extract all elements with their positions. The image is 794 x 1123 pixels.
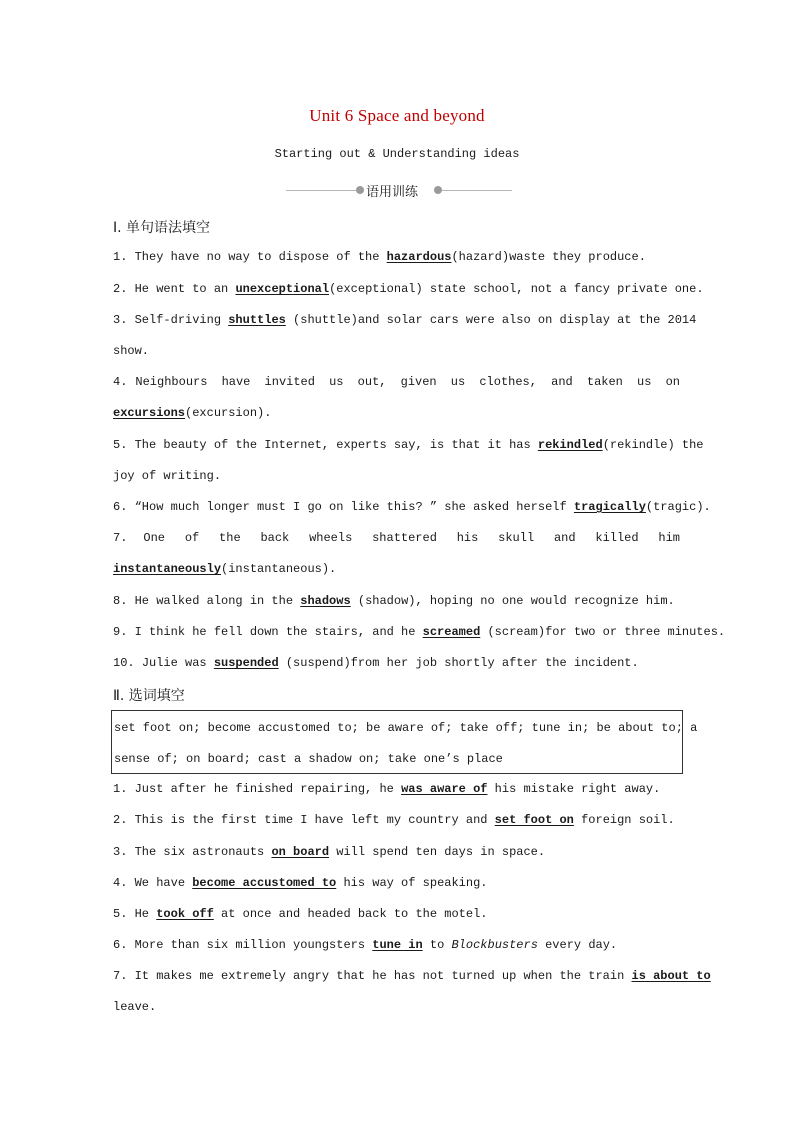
answer-text: tragically bbox=[573, 500, 646, 514]
item-number: 5. bbox=[113, 907, 128, 921]
answer-text: screamed bbox=[422, 625, 481, 639]
italic-title: Blockbusters bbox=[451, 938, 538, 952]
answer-text: on board bbox=[271, 845, 330, 859]
exercise-2-4 bbox=[113, 876, 487, 890]
exercise-1-6 bbox=[113, 500, 711, 514]
exercise-1-8 bbox=[113, 594, 675, 608]
word-bank-line-1: set foot on; become accustomed to; be aware of; take off; tune in; be about to; a bbox=[114, 721, 698, 735]
exercise-1-4-continued bbox=[113, 406, 271, 420]
item-number: 8. bbox=[113, 594, 128, 608]
answer-text: unexceptional bbox=[235, 282, 330, 296]
answer-text: tune in bbox=[372, 938, 423, 952]
item-text: I think he fell down the stairs, and he bbox=[134, 625, 423, 639]
item-number: 3. bbox=[113, 845, 128, 859]
item-text: Julie was bbox=[141, 656, 214, 670]
answer-text: suspended bbox=[213, 656, 279, 670]
banner-left-dot bbox=[356, 186, 364, 194]
item-text: Neighbours have invited us out, given us clothes, and taken us on bbox=[135, 375, 680, 389]
answer-text: rekindled bbox=[537, 438, 603, 452]
exercise-2-7 bbox=[113, 969, 711, 983]
item-text-tail: his mistake right away. bbox=[487, 782, 661, 796]
item-text: This is the first time I have left my country and bbox=[134, 813, 495, 827]
item-number: 1. bbox=[113, 782, 128, 796]
item-number: 5. bbox=[113, 438, 128, 452]
banner-label: 语用训练 bbox=[366, 185, 419, 200]
banner-left-rule bbox=[286, 190, 356, 191]
banner-right-rule bbox=[442, 190, 512, 191]
item-text: He went to an bbox=[134, 282, 236, 296]
exercise-1-7-continued bbox=[113, 562, 336, 576]
item-number: 7. bbox=[113, 969, 128, 983]
item-text: One of the back wheels shattered his skull and killed him bbox=[143, 531, 680, 545]
exercise-2-2 bbox=[113, 813, 675, 827]
answer-text: instantaneously bbox=[113, 562, 222, 576]
item-number: 4. bbox=[113, 375, 128, 389]
item-number: 2. bbox=[113, 813, 128, 827]
exercise-1-5 bbox=[113, 438, 704, 452]
item-text: Just after he finished repairing, he bbox=[134, 782, 402, 796]
item-text-tail: (hazard)waste they produce. bbox=[451, 250, 646, 264]
section-1-heading: Ⅰ. 单句语法填空 bbox=[113, 220, 211, 236]
exercise-2-6 bbox=[113, 938, 617, 952]
item-text-tail: (excursion). bbox=[185, 406, 272, 420]
item-text-tail: (suspend)from her job shortly after the incident. bbox=[278, 656, 639, 670]
exercise-1-1 bbox=[113, 250, 646, 264]
item-number: 7. bbox=[113, 531, 128, 545]
answer-text: hazardous bbox=[386, 250, 452, 264]
exercise-2-7-continued: leave. bbox=[113, 1000, 157, 1014]
item-text: More than six million youngsters bbox=[134, 938, 373, 952]
item-text: “How much longer must I go on like this? ” she asked herself bbox=[134, 500, 574, 514]
item-text: The beauty of the Internet, experts say, is that it has bbox=[134, 438, 538, 452]
item-text: He walked along in the bbox=[134, 594, 301, 608]
item-text: He bbox=[134, 907, 157, 921]
item-text: We have bbox=[134, 876, 193, 890]
item-text-tail: (shadow), hoping no one would recognize him. bbox=[350, 594, 675, 608]
page-title: Unit 6 Space and beyond bbox=[309, 106, 485, 125]
item-number: 1. bbox=[113, 250, 128, 264]
item-text-tail: (rekindle) the bbox=[602, 438, 704, 452]
section-2-heading: Ⅱ. 选词填空 bbox=[113, 688, 185, 704]
item-text: It makes me extremely angry that he has not turned up when the train bbox=[134, 969, 632, 983]
section-banner bbox=[286, 179, 512, 201]
item-text-tail: every day. bbox=[537, 938, 618, 952]
exercise-1-10 bbox=[113, 656, 639, 670]
answer-text: was aware of bbox=[401, 782, 488, 796]
item-text-tail: (tragic). bbox=[645, 500, 711, 514]
item-text: Self-driving bbox=[134, 313, 229, 327]
answer-text: become accustomed to bbox=[192, 876, 337, 890]
answer-text: excursions bbox=[113, 406, 186, 420]
exercise-1-4 bbox=[113, 375, 680, 389]
exercise-1-3 bbox=[113, 313, 696, 327]
exercise-1-5-continued: joy of writing. bbox=[113, 469, 222, 483]
answer-text: took off bbox=[156, 907, 214, 921]
exercise-1-3-continued: show. bbox=[113, 344, 150, 358]
exercise-2-5 bbox=[113, 907, 487, 921]
exercise-1-2 bbox=[113, 282, 704, 296]
item-number: 9. bbox=[113, 625, 128, 639]
answer-text: shadows bbox=[300, 594, 351, 608]
item-number: 3. bbox=[113, 313, 128, 327]
banner-right-dot bbox=[434, 186, 442, 194]
word-bank-line-2: sense of; on board; cast a shadow on; take one’s place bbox=[114, 752, 503, 766]
item-text: They have no way to dispose of the bbox=[134, 250, 387, 264]
item-number: 6. bbox=[113, 938, 128, 952]
item-text-tail: his way of speaking. bbox=[336, 876, 488, 890]
item-number: 4. bbox=[113, 876, 128, 890]
item-text-tail: at once and headed back to the motel. bbox=[213, 907, 488, 921]
answer-text: is about to bbox=[631, 969, 711, 983]
item-text: The six astronauts bbox=[134, 845, 272, 859]
item-text-tail: (shuttle)and solar cars were also on display at the 2014 bbox=[285, 313, 697, 327]
exercise-1-9 bbox=[113, 625, 725, 639]
answer-text: set foot on bbox=[494, 813, 574, 827]
item-text-tail: will spend ten days in space. bbox=[329, 845, 546, 859]
item-text-tail: to bbox=[422, 938, 452, 952]
item-text-tail: (instantaneous). bbox=[221, 562, 337, 576]
item-number: 2. bbox=[113, 282, 128, 296]
item-text-tail: foreign soil. bbox=[573, 813, 675, 827]
page-subtitle: Starting out & Understanding ideas bbox=[274, 147, 520, 161]
item-text-tail: (scream)for two or three minutes. bbox=[480, 625, 726, 639]
answer-text: shuttles bbox=[228, 313, 286, 327]
item-number: 6. bbox=[113, 500, 128, 514]
item-text-tail: (exceptional) state school, not a fancy private one. bbox=[329, 282, 704, 296]
exercise-2-3 bbox=[113, 845, 545, 859]
item-number: 10. bbox=[113, 656, 135, 670]
word-bank-box bbox=[111, 710, 698, 774]
exercise-2-1 bbox=[113, 782, 660, 796]
exercise-1-7 bbox=[113, 531, 680, 545]
